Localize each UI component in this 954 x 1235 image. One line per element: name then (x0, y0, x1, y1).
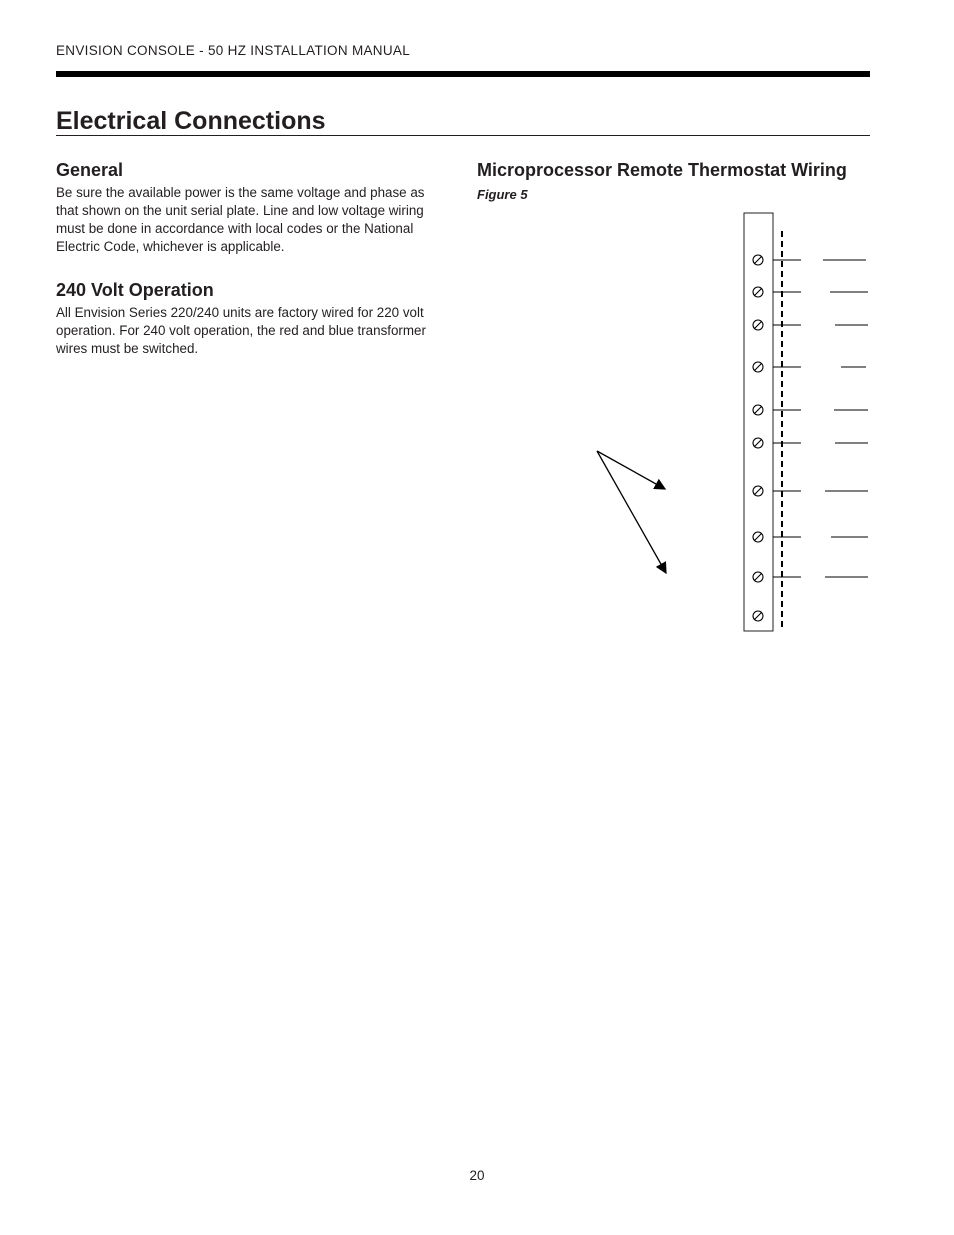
section-general (56, 160, 448, 256)
section-heading: General (56, 160, 124, 180)
title-rule (56, 135, 870, 136)
page-title: Electrical Connections (56, 107, 326, 135)
section-heading: 240 Volt Operation (56, 280, 214, 300)
section-240-volt (56, 280, 448, 358)
section-body: All Envision Series 220/240 units are factory wired for 220 volt operation. For 240 volt operation, the red and blue transformer wires must be switched. (56, 305, 426, 356)
right-column (477, 160, 877, 202)
figure-caption: Figure 5 (477, 187, 528, 202)
page-number: 20 (469, 1168, 485, 1183)
header-rule (56, 71, 870, 77)
section-body: Be sure the available power is the same voltage and phase as that shown on the unit serial plate. Line and low voltage wiring must be done in accordance with local codes or the National Electric Code, whichever is applicable. (56, 185, 425, 254)
arrow-line (597, 451, 666, 573)
running-header: ENVISION CONSOLE - 50 HZ INSTALLATION MANUAL (56, 43, 411, 58)
wiring-diagram (560, 205, 880, 635)
figure-heading: Microprocessor Remote Thermostat Wiring (477, 160, 847, 180)
left-column (56, 160, 448, 382)
terminal-strip (744, 213, 773, 631)
